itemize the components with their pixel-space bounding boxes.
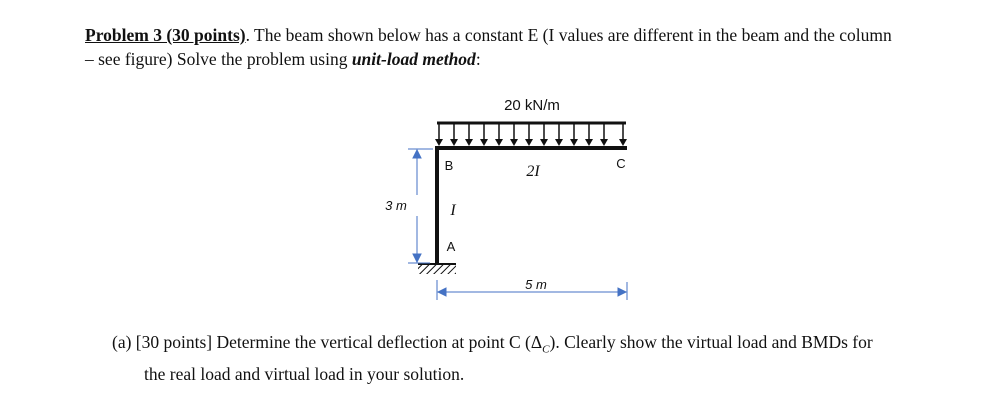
fixed-support [418, 264, 456, 274]
part-a-start: (a) [30 points] Determine the vertical deflection at point C ( [112, 332, 531, 352]
column-inertia-label: I [450, 202, 456, 219]
problem-line2-end: : [475, 49, 481, 69]
node-c-label: C [616, 156, 626, 171]
load-label: 20 kN/m [504, 97, 560, 114]
node-b-label: B [444, 158, 454, 173]
method-name: unit-load method [351, 49, 476, 69]
beam-inertia-label: 2I [526, 163, 540, 180]
delta-c-symbol: $\Delta_C$ [530, 332, 550, 356]
problem-heading: Problem 3 (30 points) [85, 25, 246, 45]
part-a-end: ). Clearly show the virtual load and BMDs for [549, 332, 873, 352]
distributed-load [435, 123, 627, 146]
question-part-a [112, 332, 873, 356]
question-part-a-line2: the real load and virtual load in your solution. [144, 364, 465, 384]
node-a-label: A [446, 239, 456, 254]
height-dim-label: 3 m [385, 198, 407, 213]
problem-intro-text: . The beam shown below has a constant E (I values are different in the beam and the column [245, 25, 892, 45]
span-dim-label: 5 m [525, 277, 547, 292]
height-dimension [408, 149, 433, 263]
problem-line2-start: – see figure) Solve the problem using [85, 49, 352, 69]
